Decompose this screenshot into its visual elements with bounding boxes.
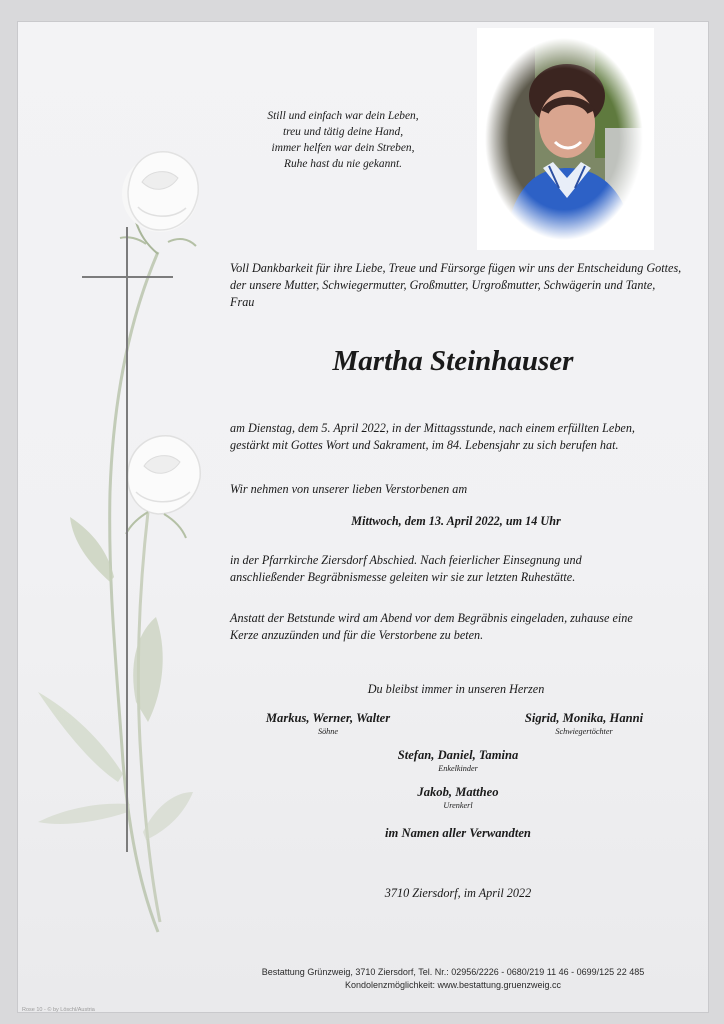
ceremony-text <box>230 552 682 586</box>
ceremony-line: in der Pfarrkirche Ziersdorf Abschied. Nach feierlicher Einsegnung und <box>230 553 582 567</box>
death-notice-line: gestärkt mit Gottes Wort und Sakrament, im 84. Lebensjahr zu sich berufen hat. <box>230 438 619 452</box>
cross-horizontal-line <box>82 276 173 278</box>
family-group-grandchildren <box>358 748 558 773</box>
deceased-name: Martha Steinhauser <box>332 345 574 377</box>
family-group-great-grandchildren <box>358 785 558 810</box>
poem-line: Still und einfach war dein Leben, <box>267 110 419 122</box>
obituary-card <box>18 22 708 1012</box>
portrait-frame <box>477 28 654 250</box>
ceremony-line: anschließender Begräbnismesse geleiten wir sie zur letzten Ruhestätte. <box>230 570 576 584</box>
place-date: 3710 Ziersdorf, im April 2022 <box>384 886 532 900</box>
closing-line: Du bleibst immer in unseren Herzen <box>367 682 545 696</box>
prayer-text <box>230 610 682 644</box>
family-names: Stefan, Daniel, Tamina <box>397 748 519 762</box>
family-names: Jakob, Mattheo <box>417 785 499 799</box>
poem-line: treu und tätig deine Hand, <box>282 126 404 138</box>
farewell-intro-text: Wir nehmen von unserer lieben Verstorbenen am <box>230 482 468 496</box>
white-rose-illustration <box>18 22 218 1012</box>
family-relation: Urenkerl <box>443 801 473 810</box>
portrait-photo <box>485 38 643 240</box>
image-credit: Rose 10 - © by Löschl/Austria <box>22 1007 95 1013</box>
farewell-intro <box>230 481 682 498</box>
prayer-line: Kerze anzuzünden und für die Verstorbene zu beten. <box>230 628 484 642</box>
death-notice <box>230 420 682 454</box>
on-behalf-line: im Namen aller Verwandten <box>385 826 531 840</box>
cross-vertical-line <box>126 227 128 852</box>
family-group-daughters-in-law <box>494 711 674 736</box>
family-relation: Schwiegertöchter <box>555 727 613 736</box>
funeral-date: Mittwoch, dem 13. April 2022, um 14 Uhr <box>351 514 561 528</box>
family-group-sons <box>248 711 408 736</box>
family-names: Sigrid, Monika, Hanni <box>524 711 644 725</box>
family-relation: Enkelkinder <box>438 764 478 773</box>
prayer-line: Anstatt der Betstunde wird am Abend vor dem Begräbnis eingeladen, zuhause eine <box>230 611 633 625</box>
family-names: Markus, Werner, Walter <box>265 711 391 725</box>
poem-line: immer helfen war dein Streben, <box>271 142 415 154</box>
poem-line: Ruhe hast du nie gekannt. <box>284 158 402 170</box>
intro-text: Voll Dankbarkeit für ihre Liebe, Treue und Fürsorge fügen wir uns der Entscheidung Gottes, der unsere Mutter, Schwiegermutter, Großmutter, Urgroßmutter, Schwägerin und Tante, Frau <box>230 261 682 309</box>
footer-contact-line: Bestattung Grünzweig, 3710 Ziersdorf, Tel. Nr.: 02956/2226 - 0680/219 11 46 - 0699/125 22 485 <box>261 967 645 977</box>
funeral-home-footer <box>178 966 724 992</box>
death-notice-line: am Dienstag, dem 5. April 2022, in der Mittagsstunde, nach einem erfüllten Leben, <box>230 421 635 435</box>
poem <box>228 108 458 172</box>
footer-condolence-line: Kondolenzmöglichkeit: www.bestattung.gruenzweig.cc <box>344 980 562 990</box>
portrait-illustration <box>485 38 643 240</box>
family-relation: Söhne <box>317 727 338 736</box>
